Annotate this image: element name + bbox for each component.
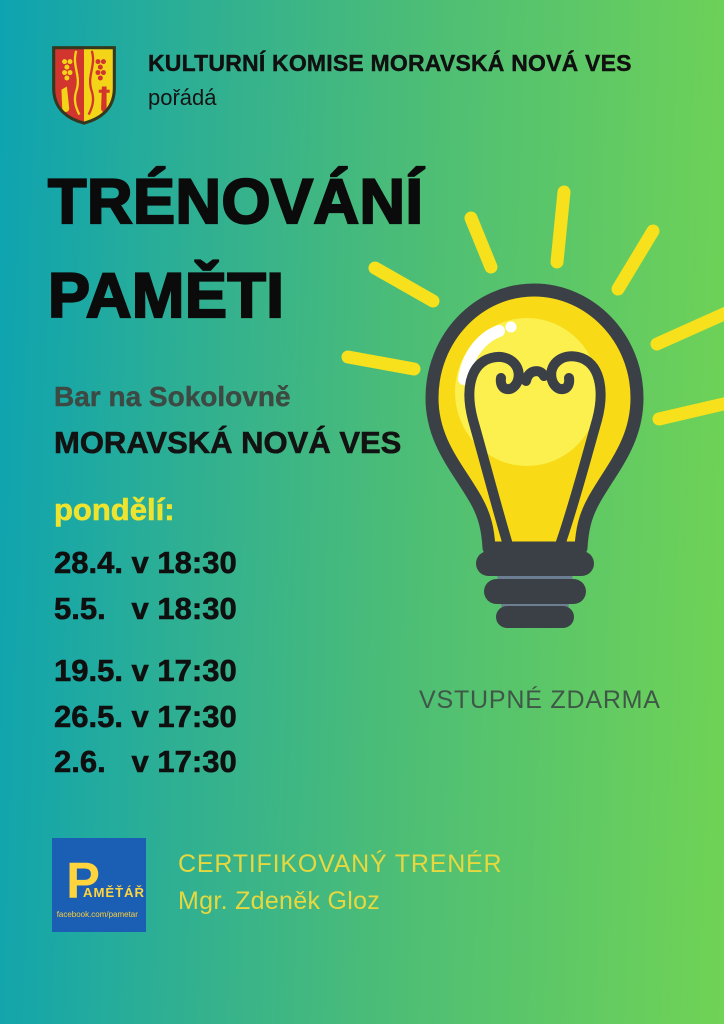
schedule-day-label: pondělí: — [54, 492, 175, 527]
title-line-1: TRÉNOVÁNÍ — [48, 167, 424, 237]
venue-town: MORAVSKÁ NOVÁ VES — [54, 425, 402, 460]
bulb-filament — [469, 356, 600, 545]
logo-brand-text: AMĚŤÁŘ — [83, 885, 145, 901]
bulb-highlight — [464, 331, 499, 379]
logo-letter-p: P — [66, 852, 100, 910]
session-date: 26.5. v 17:30 — [54, 698, 237, 734]
organizer-name: KULTURNÍ KOMISE MORAVSKÁ NOVÁ VES — [148, 50, 632, 76]
trainer-name: Mgr. Zdeněk Gloz — [178, 887, 381, 915]
bulb-glass — [432, 290, 637, 548]
coat-of-arms-icon — [49, 44, 119, 126]
session-date: 19.5. v 17:30 — [54, 653, 237, 688]
session-date: 5.5. v 18:30 — [54, 590, 237, 626]
schedule-group-1 — [54, 540, 237, 631]
venue-name: Bar na Sokolovně — [54, 381, 291, 412]
admission-note: VSTUPNÉ ZDARMA — [419, 686, 661, 714]
poster-title — [48, 155, 424, 343]
session-date: 28.4. v 18:30 — [54, 545, 237, 580]
title-line-2: PAMĚTI — [48, 261, 285, 331]
organizer-subtitle: pořádá — [148, 85, 217, 110]
bulb-screw-base — [476, 551, 594, 628]
trainer-certification: CERTIFIKOVANÝ TRENÉR — [178, 850, 503, 878]
schedule-group-2 — [54, 648, 237, 785]
pametar-logo — [52, 838, 146, 932]
logo-link-text: facebook.com/pametar — [56, 909, 138, 919]
session-date: 2.6. v 17:30 — [54, 744, 237, 779]
